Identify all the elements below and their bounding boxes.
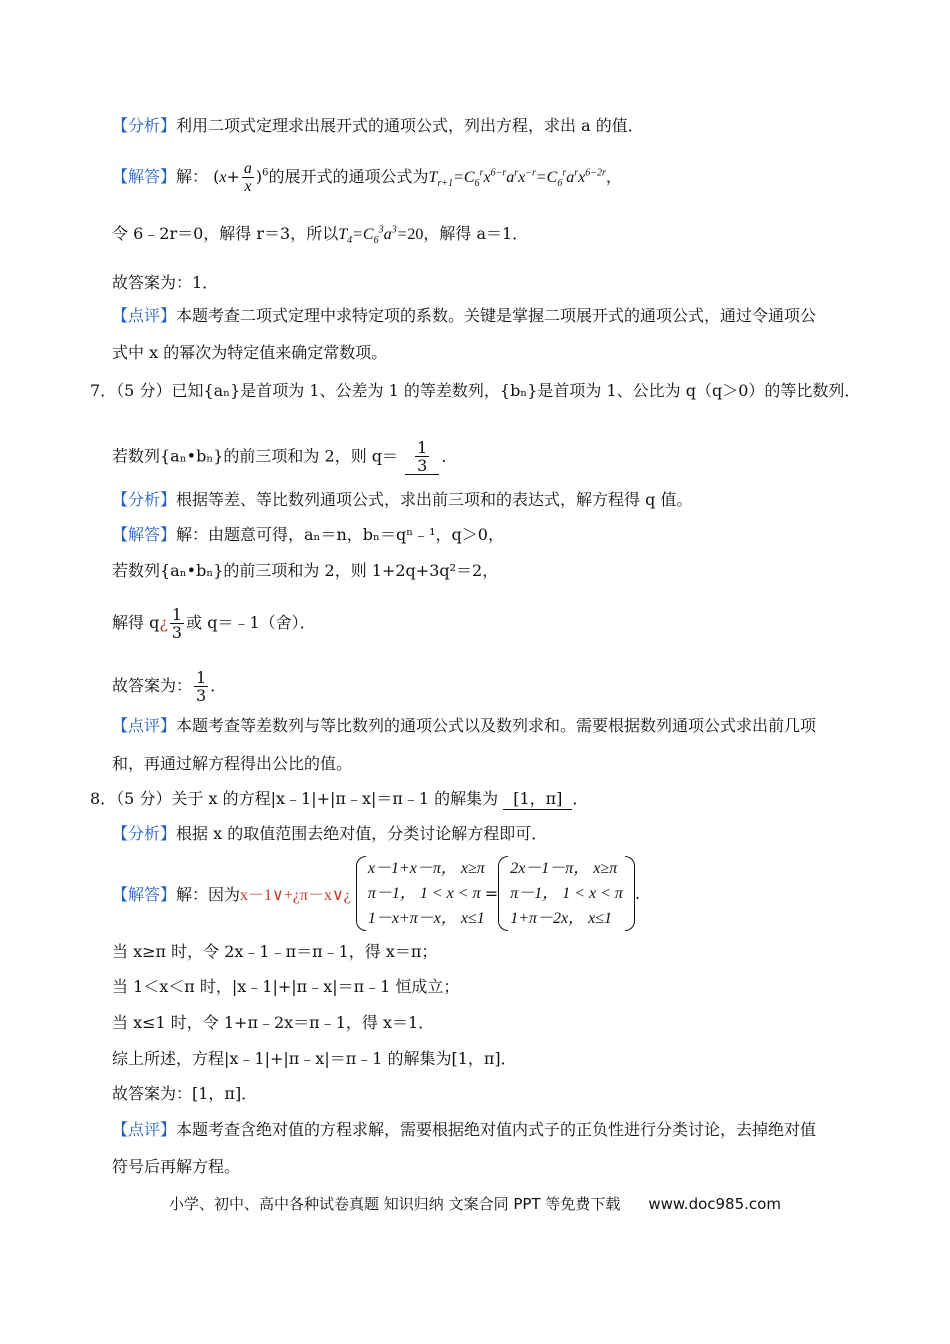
footer-url[interactable]: www.doc985.com [648, 1195, 781, 1213]
q8-line4: 综上所述，方程|x﹣1|+|π﹣x|＝π﹣1 的解集为[1，π]． [112, 1049, 517, 1068]
footer-text: 小学、初中、高中各种试卷真题 知识归纳 文案合同 PPT 等免费下载 [169, 1195, 621, 1213]
case-brace-close [623, 856, 635, 931]
q8-comment: 【点评】本题考查含绝对值的方程求解，需要根据绝对值内式子的正负性进行分类讨论，去掉绝对值 [112, 1120, 817, 1139]
q8-analysis: 【分析】根据 x 的取值范围去绝对值，分类讨论解方程即可． [112, 824, 548, 843]
q6-comment: 【点评】本题考查二项式定理中求特定项的系数。关键是掌握二项展开式的通项公式，通过令通项公 [112, 306, 817, 325]
comment-tag: 【点评】 [112, 306, 177, 325]
q8-answer-line: 故答案为：[1，π]． [112, 1084, 258, 1103]
q7-comment-cont: 和，再通过解方程得出公比的值。 [112, 754, 353, 773]
q8-comment-cont: 符号后再解方程。 [112, 1157, 241, 1176]
q8-line1: 当 x≥π 时，令 2x﹣1﹣π＝π﹣1，得 x＝π； [112, 942, 438, 961]
q7-solution-line1: 【解答】解：由题意可得，aₙ＝n，bₙ＝qⁿ﹣¹，q＞0， [112, 525, 504, 544]
q7-answer-line: 故答案为： $\frac{1}{3}$ ． [112, 668, 227, 705]
q6-answer: 故答案为：1． [112, 273, 219, 292]
q6-comment-cont: 式中 x 的幂次为特定值来确定常数项。 [112, 343, 388, 362]
q6-analysis: 【分析】利用二项式定理求出展开式的通项公式，列出方程，求出 a 的值． [112, 116, 644, 135]
q8-solution-cases: 【解答】解：因为x－1∨+¿π－x∨¿ x－1+x－π， x≥π π－1， 1 < x < π 1－x+π－x， x≤1 = 2x－1－π， x≥π π－1， 1 < x < π 1+π－2x， x≤1 . [112, 856, 640, 931]
page-footer [0, 1193, 950, 1214]
solution-tag: 【解答】 [112, 167, 177, 186]
q7-comment: 【点评】本题考查等差数列与等比数列的通项公式以及数列求和。需要根据数列通项公式求出前几项 [112, 716, 817, 735]
q7-answer: $\frac{1}{3}$ [405, 439, 439, 475]
q7-stem-cont: 若数列{aₙ•bₙ}的前三项和为 2，则 q＝ $\frac{1}{3}$ ． [112, 438, 458, 475]
q8-line3: 当 x≤1 时，令 1+π﹣2x＝π﹣1，得 x＝1． [112, 1013, 435, 1032]
case-brace-right: 2x－1－π， x≥π π－1， 1 < x < π 1+π－2x， x≤1 [498, 856, 623, 931]
q6-solution-line2: 令 6﹣2r＝0，解得 r＝3，所以$T_4=C_6^3a^3=20$，解得 a＝1． [112, 224, 529, 247]
q7-solution-line3: 解得 q¿ $\frac{1}{3}$ 或 q＝﹣1（舍）． [112, 605, 316, 642]
q8-abs-expression: x－1∨+¿π－x∨¿ [240, 887, 351, 904]
q6-solution-line1: 【解答】解： (x+ $\frac{a}{x}$ )$^6$的展开式的通项公式为$T_{r+1}=C_6^rx^{6-r}a^rx^{-r}=C_6^ra^rx^{6-2r}$， [112, 160, 622, 195]
general-term-formula: $T_{r+1}=C_6^rx^{6-r}a^rx^{-r}=C_6^ra^rx^{6-2r}$ [428, 167, 606, 190]
q8-answer: [1，π] [503, 789, 572, 810]
analysis-tag: 【分析】 [112, 116, 177, 135]
q8-stem: 8．（5 分）关于 x 的方程|x﹣1|+|π﹣x|＝π﹣1 的解集为 [1，π] ． [90, 789, 589, 808]
case-brace-left: x－1+x－π， x≥π π－1， 1 < x < π 1－x+π－x， x≤1 [356, 856, 485, 931]
q7-stem: 7．（5 分）已知{aₙ}是首项为 1、公差为 1 的等差数列，{bₙ}是首项为 1、公比为 q（q＞0）的等比数列． [90, 381, 861, 400]
q7-analysis: 【分析】根据等差、等比数列通项公式，求出前三项和的表达式，解方程得 q 值。 [112, 490, 693, 509]
q7-solution-line2: 若数列{aₙ•bₙ}的前三项和为 2，则 1+2q+3q²＝2， [112, 561, 499, 580]
q8-line2: 当 1＜x＜π 时，|x﹣1|+|π﹣x|＝π﹣1 恒成立； [112, 977, 460, 996]
t4-formula: $T_4=C_6^3a^3=20$ [338, 224, 424, 247]
binomial-expression: (x+ $\frac{a}{x}$ )$^6$ [213, 160, 269, 195]
